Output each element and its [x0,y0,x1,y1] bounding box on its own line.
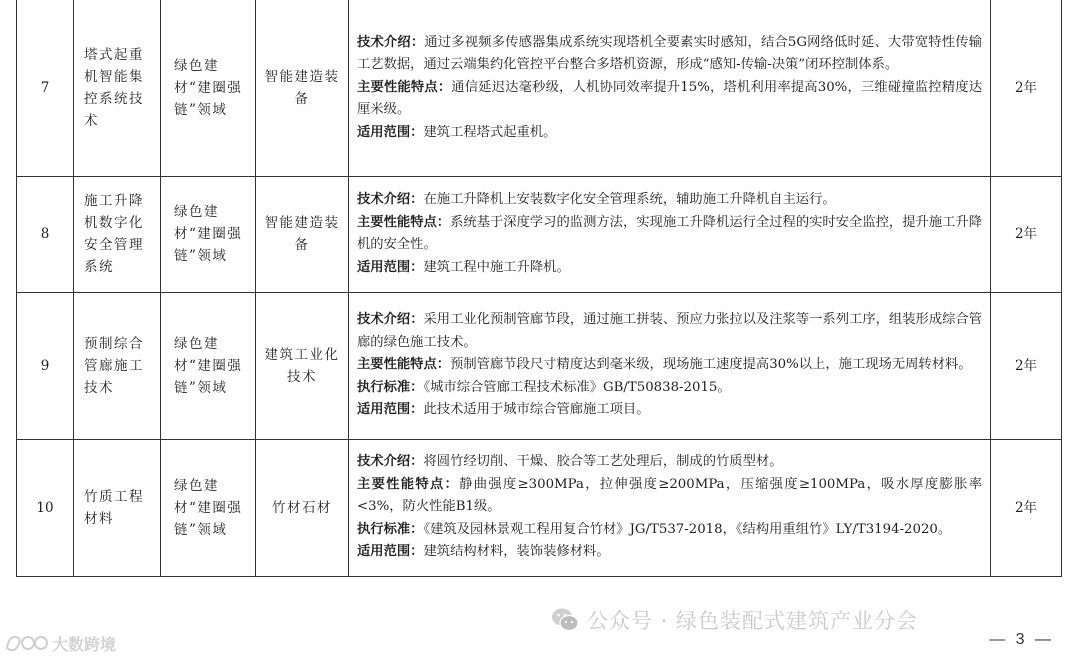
description-cell [349,439,991,576]
technology-table [16,0,1062,577]
description-paragraph [357,519,982,542]
table-row [17,176,1062,292]
description-text: 将圆竹经切削、干燥、胶合等工艺处理后，制成的竹质型材。 [423,454,783,470]
description-paragraph [357,541,982,564]
technology-name: 竹质工程材料 [74,439,161,576]
wechat-icon [551,607,579,633]
page-number: — 3 — [989,631,1054,648]
description-paragraph [357,122,982,145]
description-text: 采用工业化预制管廊节段，通过施工拼装、预应力张拉以及注浆等一系列工序，组装形成综合管廊的绿色施工技术。 [357,312,983,350]
description-label: 执行标准： [357,521,424,537]
field-cell: 绿色建材“建圈强链”领域 [161,176,256,292]
row-number: 8 [17,176,74,292]
description-text: 系统基于深度学习的监测方法，实现施工升降机运行全过程的实时安全监控，提升施工升降机的安全性。 [357,214,983,252]
category-cell: 竹材石材 [256,439,349,576]
description-paragraph [357,189,982,212]
description-text: 在施工升降机上安装数字化安全管理系统，辅助施工升降机自主运行。 [423,192,836,207]
table-row [17,439,1062,576]
description-paragraph [357,309,982,354]
description-text: 通信延迟达毫秒级，人机协同效率提升15%，塔机利用率提高30%，三维碰撞监控精度达厘米级。 [357,79,983,117]
brand-watermark [4,628,116,658]
description-label: 适用范围： [357,402,424,418]
description-label: 适用范围： [357,544,424,560]
technology-name: 塔式起重机智能集控系统技术 [74,0,161,176]
period-cell: 2年 [991,292,1062,439]
field-cell: 绿色建材“建圈强链”领域 [161,292,256,439]
description-text: 建筑结构材料，装饰装修材料。 [423,544,610,560]
description-label: 技术介绍： [357,454,424,470]
category-cell: 智能建造装备 [256,0,349,176]
description-paragraph [357,354,982,377]
field-cell: 绿色建材“建圈强链”领域 [161,0,256,176]
period-cell: 2年 [991,176,1062,292]
watermark-text: 公众号 · 绿色装配式建筑产业分会 [587,609,919,633]
description-paragraph [357,451,982,474]
description-label: 技术介绍： [357,34,425,50]
description-label: 技术介绍： [357,192,424,207]
period-cell: 2年 [991,0,1062,176]
description-text: 《建筑及园林景观工程用复合竹材》JG/T537-2018，《结构用重组竹》LY/T3194-2020。 [423,521,952,537]
category-cell: 建筑工业化技术 [256,292,349,439]
brand-text: 大数跨境 [52,634,117,654]
table-row [17,0,1062,176]
description-paragraph [357,77,982,122]
description-text: 通过多视频多传感器集成系统实现塔机全要素实时感知，结合5G网络低时延、大带宽特性传输工艺数据，通过云端集约化管控平台整合多塔机资源，形成“感知-传输-决策”闭环控制体系。 [357,34,982,72]
description-text: 建筑工程塔式起重机。 [423,124,557,140]
description-label: 主要性能特点： [357,79,452,95]
description-paragraph [357,212,982,257]
row-number: 10 [17,439,74,576]
description-cell [349,292,991,439]
category-cell: 智能建造装备 [256,176,349,292]
watermark [551,603,918,637]
description-text: 静曲强度≥300MPa，拉伸强度≥200MPa，压缩强度≥100MPa，吸水厚度膨胀率<3%，防火性能B1级。 [357,476,983,515]
brand-logo-icon [4,632,48,654]
technology-name: 预制综合管廊施工技术 [74,292,161,439]
description-label: 技术介绍： [357,312,424,328]
description-label: 适用范围： [357,259,424,275]
field-cell: 绿色建材“建圈强链”领域 [161,439,256,576]
description-paragraph [357,32,982,77]
description-cell [349,0,991,176]
row-number: 9 [17,292,74,439]
description-text: 建筑工程中施工升降机。 [423,259,570,275]
description-paragraph [357,474,982,519]
description-cell [349,176,991,292]
description-text: 此技术适用于城市综合管廊施工项目。 [423,402,650,418]
description-paragraph [357,377,982,400]
description-paragraph [357,399,982,422]
description-label: 主要性能特点： [357,476,460,492]
description-label: 主要性能特点： [357,357,451,373]
description-label: 适用范围： [357,124,424,140]
description-text: 《城市综合管廊工程技术标准》GB/T50838-2015。 [423,379,731,395]
row-number: 7 [17,0,74,176]
technology-name: 施工升降机数字化安全管理系统 [74,176,161,292]
description-paragraph [357,257,982,280]
description-text: 预制管廊节段尺寸精度达到毫米级，现场施工速度提高30%以上，施工现场无周转材料。 [450,357,972,373]
description-label: 主要性能特点： [357,214,451,230]
description-label: 执行标准： [357,379,424,395]
period-cell: 2年 [991,439,1062,576]
table-row [17,292,1062,439]
